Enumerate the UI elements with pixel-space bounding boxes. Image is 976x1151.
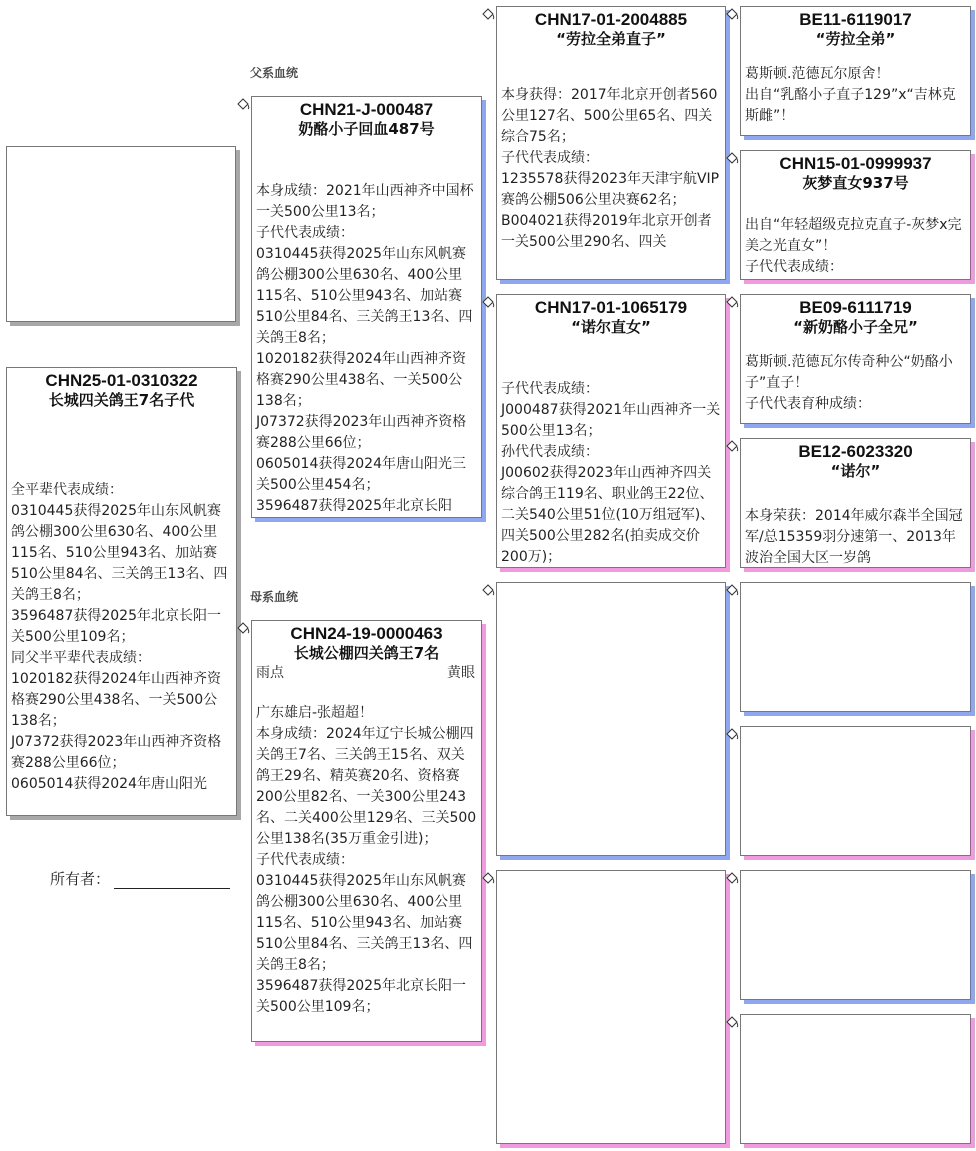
dam-dam-dam-card[interactable] <box>740 1014 971 1144</box>
sire-sire-sire-name: “劳拉全弟” <box>815 30 896 48</box>
sire-dam-card[interactable] <box>496 294 726 568</box>
edit-icon[interactable] <box>725 440 739 454</box>
edit-icon[interactable] <box>481 296 495 310</box>
edit-icon[interactable] <box>725 152 739 166</box>
dam-card[interactable] <box>251 620 482 1042</box>
sire-sire-sire-ring: BE11-6119017 <box>799 10 912 29</box>
sire-dam-ring: CHN17-01-1065179 <box>534 298 688 317</box>
sire-sire-dam-notes: 出自“年轻超级克拉克直子-灰梦x完美之光直女”！ 子代代表成绩： <box>745 217 962 275</box>
edit-icon[interactable] <box>236 622 250 636</box>
sire-name: 奶酪小子回血487号 <box>298 120 435 138</box>
sire-ring: CHN21-J-000487 <box>299 100 434 119</box>
sire-dam-name: “诺尔直女” <box>571 318 651 336</box>
sire-dam-sire-ring: BE09-6111719 <box>799 298 912 317</box>
main-bird-name: 长城四关鸽王7名子代 <box>48 391 195 409</box>
sire-section-label: 父系血统 <box>250 66 299 80</box>
sire-dam-dam-notes: 本身荣获：2014年威尔森半全国冠军/总15359羽分速第一、2013年波治全国大区一岁鸽 <box>745 508 963 566</box>
dam-name: 长城公棚四关鸽王7名 <box>293 644 440 662</box>
owner-field[interactable] <box>50 868 230 889</box>
edit-icon[interactable] <box>725 872 739 886</box>
edit-icon[interactable] <box>481 8 495 22</box>
sire-sire-name: “劳拉全弟直子” <box>556 30 666 48</box>
main-bird-ring: CHN25-01-0310322 <box>45 371 198 390</box>
dam-color: 雨点 <box>256 665 284 681</box>
owner-blank-line <box>114 874 230 889</box>
dam-notes: 广东雄启-张超超！ 本身成绩：2024年辽宁长城公棚四关鸽王7名、三关鸽王15名、双关鸽王29名、精英赛20名、资格赛200公里82名、一关300公里243名、二关400公里129名、三关500公里138名(35万重金引进)； 子代代表成绩： 0310445获得2025年山东风帆赛鸽公棚300公里630名、400公里115名、510公里943名、加站赛510公里84名、三关鸽王13名、四关鸽王8名； 3596487获得2025年北京长阳一关500公里109名； <box>256 705 477 1015</box>
sire-dam-sire-card[interactable] <box>740 294 971 424</box>
edit-icon[interactable] <box>481 584 495 598</box>
sire-sire-notes: 本身获得：2017年北京开创者560公里127名、500公里65名、四关综合75名； 子代代表成绩： 1235578获得2023年天津宇航VIP赛鸽公棚506公里决赛62名； B004021获得2019年北京开创者一关500公里290名、四关 <box>501 87 720 250</box>
sire-dam-notes: 子代代表成绩： J000487获得2021年山西神齐一关500公里13名； 孙代代表成绩： J00602获得2023年山西神齐四关综合鸽王119名、职业鸽王22位、二关540公里51位(10万组冠军)、四关500公里282名(拍卖成交价200万)； <box>501 381 721 565</box>
main-bird-notes: 全平辈代表成绩： 0310445获得2025年山东风帆赛鸽公棚300公里630名、400公里115名、510公里943名、加站赛510公里84名、三关鸽王13名、四关鸽王8名； 3596487获得2025年北京长阳一关500公里109名； 同父半平辈代表成绩： 1020182获得2024年山西神齐资格赛290公里438名、一关500公138名； J07372获得2023年山西神齐资格赛288公里66位； 0605014获得2024年唐山阳光 <box>11 482 228 792</box>
sire-dam-dam-ring: BE12-6023320 <box>798 442 913 461</box>
dam-section-label: 母系血统 <box>250 590 299 604</box>
sire-notes: 本身成绩：2021年山西神齐中国杯一关500公里13名； 子代代表成绩： 0310445获得2025年山东风帆赛鸽公棚300公里630名、400公里115名、510公里943名、加站赛510公里84名、三关鸽王13名、四关鸽王8名； 1020182获得2024年山西神齐资格赛290公里438名、一关500公138名； J07372获得2023年山西神齐资格赛288公里66位； 0605014获得2024年唐山阳光三关500公里454名； 3596487获得2025年北京长阳 <box>256 183 474 514</box>
sire-dam-sire-notes: 葛斯顿.范德瓦尔传奇种公“奶酪小子”直子！ 子代代表育种成绩： <box>745 354 953 412</box>
edit-icon[interactable] <box>725 296 739 310</box>
sire-dam-sire-name: “新奶酪小子全兄” <box>793 318 918 336</box>
photo-frame[interactable] <box>6 146 236 322</box>
sire-sire-dam-ring: CHN15-01-0999937 <box>779 154 932 173</box>
sire-card[interactable] <box>251 96 482 518</box>
dam-ring: CHN24-19-0000463 <box>290 624 443 643</box>
edit-icon[interactable] <box>236 98 250 112</box>
edit-icon[interactable] <box>481 872 495 886</box>
sire-dam-dam-name: “诺尔” <box>830 462 881 480</box>
dam-sire-card[interactable] <box>496 582 726 856</box>
edit-icon[interactable] <box>725 1016 739 1030</box>
sire-sire-sire-notes: 葛斯顿.范德瓦尔原舍！ 出自“乳酪小子直子129”x“吉林克斯雌”！ <box>745 66 956 124</box>
dam-eye: 黄眼 <box>447 665 475 681</box>
edit-icon[interactable] <box>725 728 739 742</box>
dam-sire-dam-card[interactable] <box>740 726 971 856</box>
dam-dam-card[interactable] <box>496 870 726 1144</box>
sire-sire-sire-card[interactable] <box>740 6 971 136</box>
sire-sire-dam-card[interactable] <box>740 150 971 280</box>
sire-sire-dam-name: 灰梦直女937号 <box>802 174 909 192</box>
edit-icon[interactable] <box>725 584 739 598</box>
owner-label: 所有者： <box>50 870 111 888</box>
main-bird-card[interactable] <box>6 367 237 816</box>
sire-sire-ring: CHN17-01-2004885 <box>534 10 688 29</box>
dam-sire-sire-card[interactable] <box>740 582 971 712</box>
sire-dam-dam-card[interactable] <box>740 438 971 568</box>
dam-dam-sire-card[interactable] <box>740 870 971 1000</box>
sire-sire-card[interactable] <box>496 6 726 280</box>
edit-icon[interactable] <box>725 8 739 22</box>
